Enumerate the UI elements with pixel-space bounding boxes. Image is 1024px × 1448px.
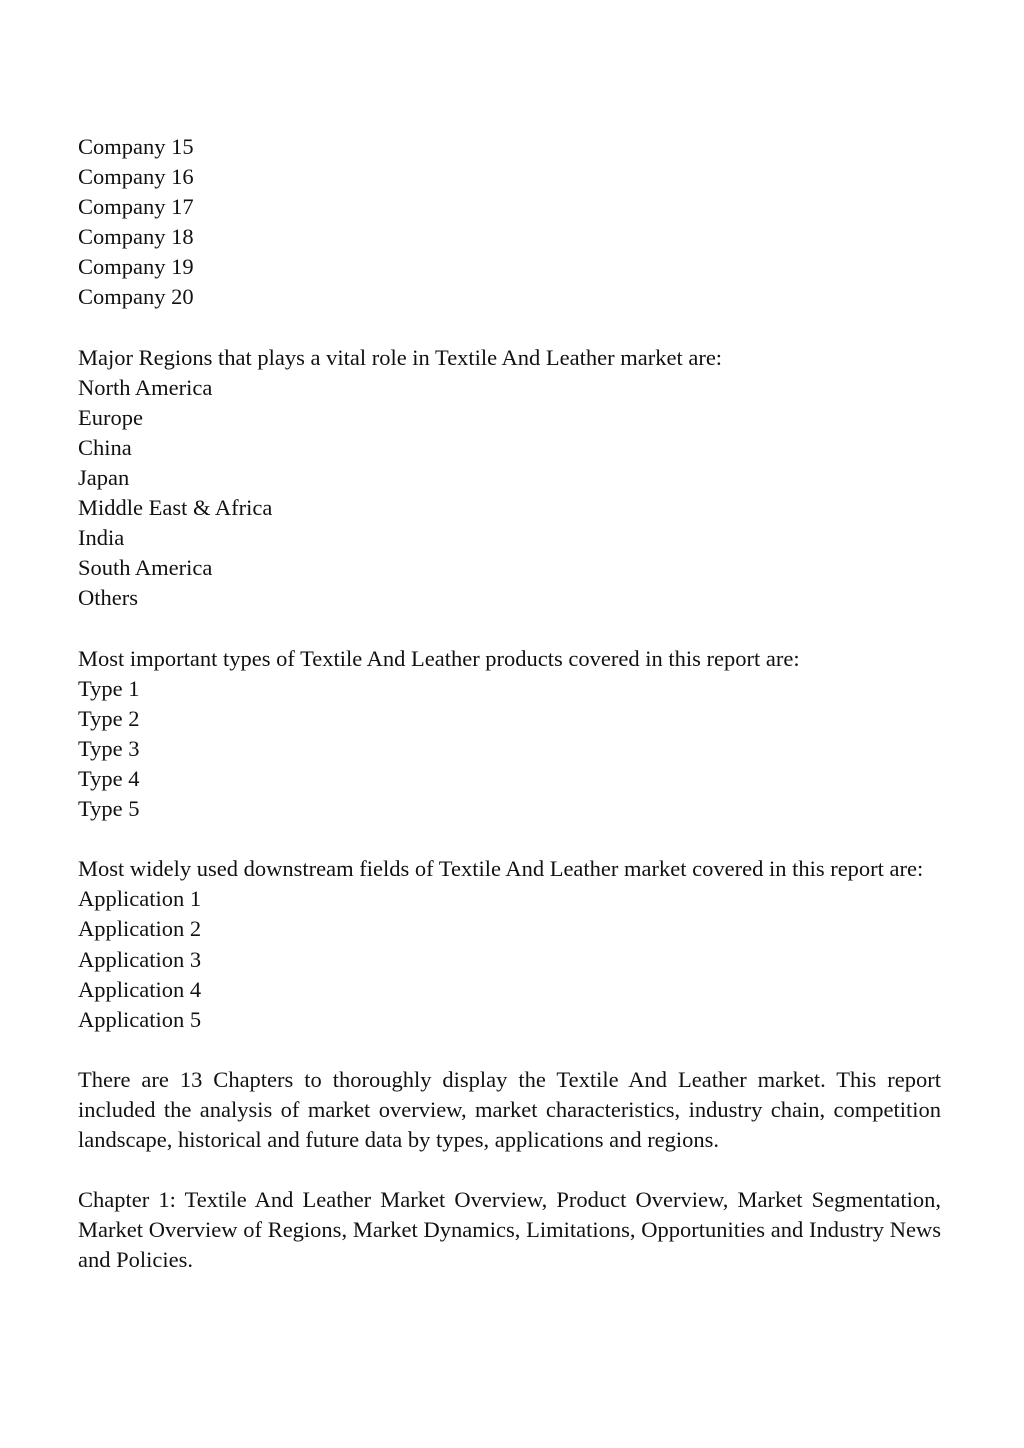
company-item: Company 18 [78, 224, 194, 250]
applications-section [78, 854, 941, 1035]
region-item: Japan [78, 465, 130, 491]
types-section [78, 644, 941, 825]
application-item: Application 2 [78, 916, 202, 942]
paragraph-gap [78, 1155, 941, 1185]
application-item: Application 3 [78, 946, 202, 972]
region-item: India [78, 525, 125, 551]
paragraph-gap [78, 824, 941, 854]
company-item: Company 15 [78, 134, 194, 159]
application-item: Application 4 [78, 976, 202, 1002]
type-item: Type 1 [78, 675, 140, 701]
region-item: South America [78, 555, 213, 581]
company-item: Company 17 [78, 194, 194, 220]
regions-section [78, 343, 941, 614]
type-item: Type 2 [78, 705, 140, 731]
company-list [78, 132, 941, 313]
company-item: Company 19 [78, 254, 194, 280]
company-item: Company 20 [78, 284, 194, 310]
region-item: North America [78, 374, 213, 400]
type-item: Type 4 [78, 765, 140, 791]
chapter-1-paragraph: Chapter 1: Textile And Leather Market Overview, Product Overview, Market Segmentation, Market Overview of Regions, Market Dynamics, Limitations, Opportunities and Industry News and Policies. [78, 1187, 941, 1273]
application-item: Application 1 [78, 886, 202, 912]
application-item: Application 5 [78, 1006, 202, 1032]
region-item: Others [78, 585, 138, 611]
region-item: Europe [78, 404, 143, 430]
applications-heading: Most widely used downstream fields of Textile And Leather market covered in this report are: [78, 856, 924, 882]
document-page [78, 132, 941, 1276]
region-item: China [78, 434, 132, 460]
paragraph-gap [78, 614, 941, 644]
type-item: Type 5 [78, 796, 140, 822]
regions-heading: Major Regions that plays a vital role in Textile And Leather market are: [78, 344, 723, 370]
region-item: Middle East & Africa [78, 495, 273, 521]
paragraph-gap [78, 313, 941, 343]
chapters-paragraph: There are 13 Chapters to thoroughly display the Textile And Leather market. This report included the analysis of market overview, market characteristics, industry chain, competition landscape, historical and future data by types, applications and regions. [78, 1066, 941, 1153]
types-heading: Most important types of Textile And Leather products covered in this report are: [78, 645, 800, 671]
paragraph-gap [78, 1035, 941, 1065]
company-item: Company 16 [78, 164, 194, 190]
type-item: Type 3 [78, 735, 140, 761]
